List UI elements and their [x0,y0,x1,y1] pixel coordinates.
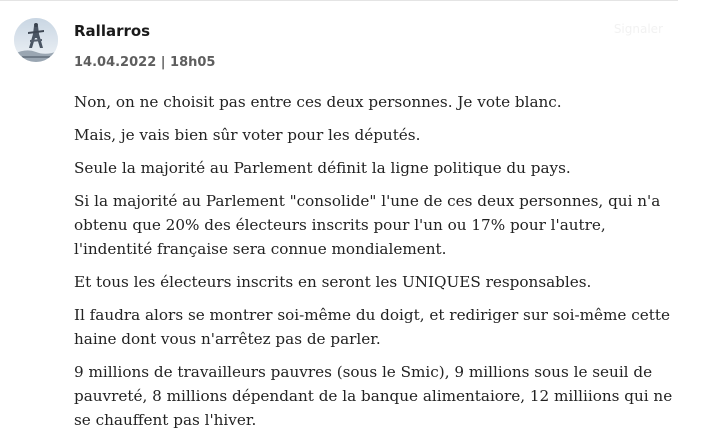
comment-paragraph: Non, on ne choisit pas entre ces deux personnes. Je vote blanc. [74,93,562,111]
comment-paragraph: Il faudra alors se montrer soi-même du doigt, et rediriger sur soi-même cette haine dont vous n'arrêtez pas de parler. [74,306,670,348]
divider [0,0,678,1]
comment-body [74,90,686,441]
comment-paragraph: Mais, je vais bien sûr voter pour les députés. [74,126,421,144]
comment-timestamp: 14.04.2022 | 18h05 [74,55,216,70]
comment-paragraph: 9 millions de travailleurs pauvres (sous le Smic), 9 millions sous le seuil de pauvreté, 8 millions dépendant de la banque alimentaiore, 12 milliions qui ne se chauffent pas l'hiver. [74,363,673,429]
comment-paragraph: Si la majorité au Parlement "consolide" l'une de ces deux personnes, qui n'a obtenu que 20% des électeurs inscrits pour l'un ou 17% pour l'autre, l'indentité française sera connue mondialement. [74,192,661,258]
avatar-image-icon [14,18,58,62]
comment-paragraph: Et tous les électeurs inscrits en seront les UNIQUES responsables. [74,273,592,291]
avatar[interactable] [14,18,58,62]
report-link[interactable]: Signaler [613,22,663,36]
author-name[interactable]: Rallarros [74,22,151,40]
comment-paragraph: Seule la majorité au Parlement définit la ligne politique du pays. [74,159,571,177]
